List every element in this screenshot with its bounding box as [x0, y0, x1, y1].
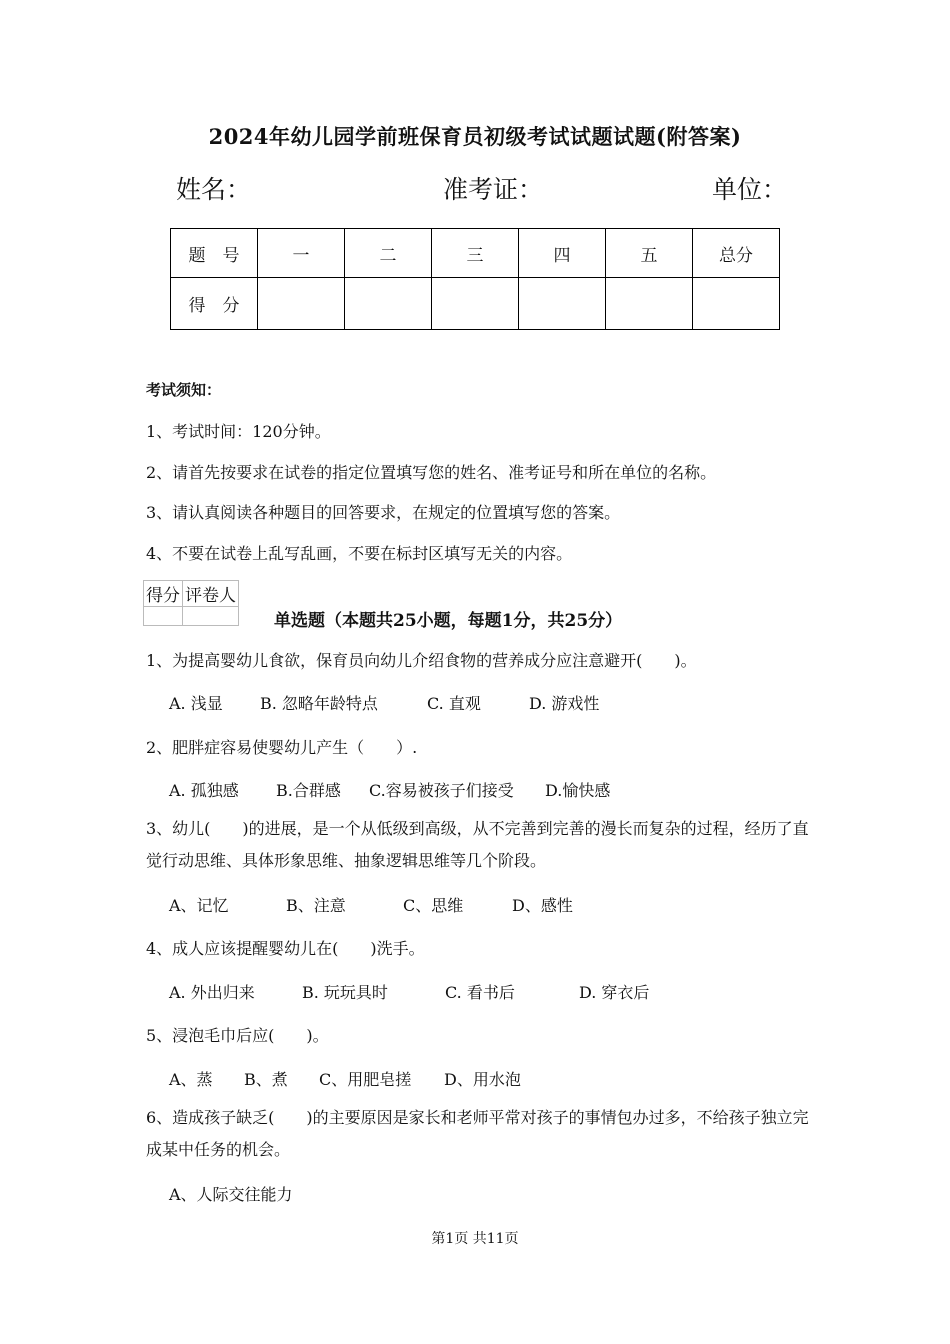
- score-row-label: 得 分: [171, 278, 258, 330]
- option[interactable]: B、注意: [286, 896, 346, 915]
- grader-name-cell[interactable]: [183, 607, 239, 626]
- score-cell[interactable]: [345, 278, 432, 330]
- option[interactable]: D. 穿衣后: [579, 983, 650, 1002]
- option[interactable]: D、用水泡: [444, 1070, 521, 1089]
- question-options: [169, 1182, 293, 1205]
- score-table-header: 四: [519, 229, 606, 278]
- score-table-header: 一: [258, 229, 345, 278]
- score-table: [170, 228, 780, 330]
- question-text: 2、肥胖症容易使婴幼儿产生（ ）.: [146, 738, 418, 757]
- grader-score-label: 得分: [144, 581, 183, 607]
- question-options: [169, 691, 599, 714]
- score-table-header: 总分: [693, 229, 780, 278]
- option[interactable]: C. 看书后: [445, 983, 515, 1002]
- question-text: 3、幼儿( )的进展，是一个从低级到高级，从不完善到完善的漫长而复杂的过程，经历了直觉行动思维、具体形象思维、抽象逻辑思维等几个阶段。: [146, 819, 809, 870]
- option[interactable]: B. 玩玩具时: [302, 983, 388, 1002]
- option[interactable]: B.合群感: [276, 781, 341, 800]
- question-text: 4、成人应该提醒婴幼儿在( )洗手。: [146, 939, 425, 958]
- score-table-score-row: [171, 278, 780, 330]
- grader-box: [143, 580, 239, 626]
- question-options: [169, 893, 573, 916]
- section-title: 单选题（本题共25小题，每题1分，共25分）: [274, 611, 623, 631]
- grader-name-label: 评卷人: [183, 581, 239, 607]
- score-table-header: 三: [432, 229, 519, 278]
- notice-item: 3、请认真阅读各种题目的回答要求，在规定的位置填写您的答案。: [146, 503, 621, 522]
- score-cell[interactable]: [432, 278, 519, 330]
- question-text: 1、为提高婴幼儿食欲，保育员向幼儿介绍食物的营养成分应注意避开( )。: [146, 651, 697, 670]
- question-text: 5、浸泡毛巾后应( )。: [146, 1026, 329, 1045]
- option[interactable]: D、感性: [512, 896, 573, 915]
- question-options: [169, 980, 649, 1003]
- option[interactable]: C. 直观: [427, 694, 481, 713]
- notice-item: 2、请首先按要求在试卷的指定位置填写您的姓名、准考证号和所在单位的名称。: [146, 463, 717, 482]
- option[interactable]: C、思维: [403, 896, 464, 915]
- option[interactable]: A、记忆: [169, 896, 229, 915]
- score-table-header: 题 号: [171, 229, 258, 278]
- option[interactable]: A. 外出归来: [169, 983, 255, 1002]
- score-cell[interactable]: [693, 278, 780, 330]
- option[interactable]: A、蒸: [169, 1070, 213, 1089]
- option[interactable]: B. 忽略年龄特点: [260, 694, 378, 713]
- option[interactable]: A. 孤独感: [169, 781, 239, 800]
- grader-score-cell[interactable]: [144, 607, 183, 626]
- exam-number-field-label: 准考证：: [443, 175, 544, 204]
- score-cell[interactable]: [258, 278, 345, 330]
- notice-item: 4、不要在试卷上乱写乱画，不要在标封区填写无关的内容。: [146, 544, 573, 563]
- notice-heading: 考试须知：: [146, 381, 222, 399]
- unit-field-label: 单位：: [712, 175, 788, 204]
- score-cell[interactable]: [519, 278, 606, 330]
- option[interactable]: D.愉快感: [545, 781, 611, 800]
- page-title: 2024年幼儿园学前班保育员初级考试试题试题(附答案): [208, 124, 742, 149]
- option[interactable]: C.容易被孩子们接受: [369, 781, 514, 800]
- option[interactable]: C、用肥皂搓: [319, 1070, 412, 1089]
- notice-item: 1、考试时间：120分钟。: [146, 422, 331, 441]
- option[interactable]: B、煮: [244, 1070, 288, 1089]
- score-table-header: 五: [606, 229, 693, 278]
- score-table-header: 二: [345, 229, 432, 278]
- option[interactable]: D. 游戏性: [529, 694, 600, 713]
- option[interactable]: A. 浅显: [169, 694, 223, 713]
- page-footer: 第1页 共11页: [431, 1231, 519, 1247]
- question-text: 6、造成孩子缺乏( )的主要原因是家长和老师平常对孩子的事情包办过多，不给孩子独立完成某中任务的机会。: [146, 1108, 809, 1159]
- question-options: [169, 1067, 521, 1090]
- score-table-header-row: [171, 229, 780, 278]
- name-field-label: 姓名：: [176, 175, 252, 204]
- question-options: [169, 778, 610, 801]
- option[interactable]: A、人际交往能力: [169, 1185, 293, 1204]
- score-cell[interactable]: [606, 278, 693, 330]
